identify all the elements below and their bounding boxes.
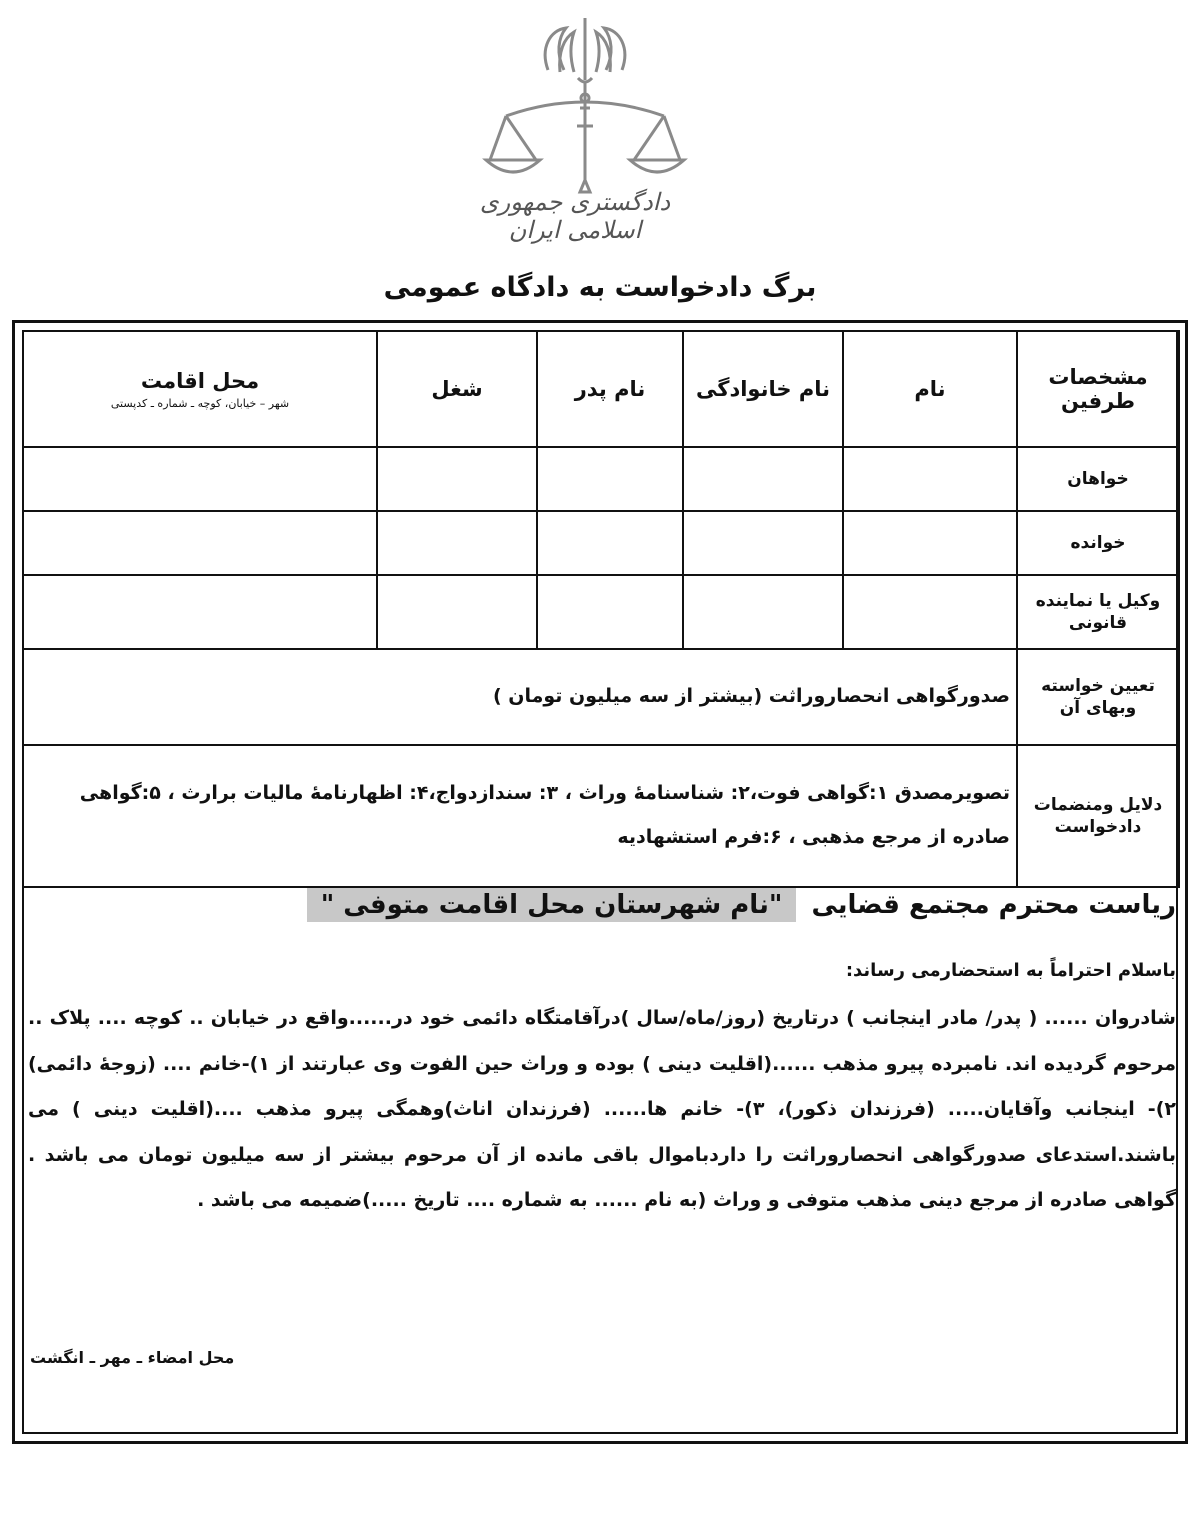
addressee-highlight[interactable]: "نام شهرستان محل اقامت متوفی " [307,888,797,922]
row-label-plaintiff: خواهان [1017,447,1179,511]
header-residence [23,331,377,447]
evidence-label: دلایل ومنضمات دادخواست [1017,745,1179,887]
defendant-father-name-field[interactable] [537,511,683,575]
table-row [23,575,1179,649]
attorney-father-name-field[interactable] [537,575,683,649]
plaintiff-occupation-field[interactable] [377,447,537,511]
row-label-attorney: وکیل یا نماینده قانونی [1017,575,1179,649]
table-row [23,511,1179,575]
header-residence-label: محل اقامت [140,368,260,393]
signature-label: محل امضاء ـ مهر ـ انگشت [30,1348,235,1367]
attorney-last-name-field[interactable] [683,575,843,649]
table-header-row [23,331,1179,447]
header-father-name: نام پدر [537,331,683,447]
header-occupation: شغل [377,331,537,447]
petition-body[interactable]: شادروان ...... ( پدر/ مادر اینجانب ) درتاریخ (روز/ماه/سال )درآقامتگاه دائمی خود در......واقع در خیابان .. کوچه .... پلاک .. مرحوم گردیده اند. نامبرده پیرو مذهب ......(اقلیت دینی ) بوده و وراث حین الفوت وی عبارتند از ۱)-خانم .... (زوجهٔ دائمی) ۲)- اینجانب وآقایان..... (فرزندان ذکور)، ۳)- خانم ها...... (فرزندان اناث)وهمگی پیرو مذهب ....(اقلیت دینی ) می باشند.استدعای صدورگواهی انحصاروراثت را داردباموال باقی مانده از آن مرحوم بیشتر از سه میلیون تومان می باشد . گواهی صادره از مرجع دینی مذهب متوفی و وراث (به نام ...... به شماره .... تاریخ .....)ضمیمه می باشد . [28,1007,1177,1211]
defendant-occupation-field[interactable] [377,511,537,575]
defendant-first-name-field[interactable] [843,511,1017,575]
header-parties: مشخصات طرفین [1017,331,1179,447]
defendant-residence-field[interactable] [23,511,377,575]
evidence-row [23,745,1179,887]
form-title: برگ دادخواست به دادگاه عمومی [383,272,817,303]
plaintiff-father-name-field[interactable] [537,447,683,511]
plaintiff-residence-field[interactable] [23,447,377,511]
attorney-residence-field[interactable] [23,575,377,649]
evidence-value[interactable]: تصویرمصدق ۱:گواهی فوت،۲: شناسنامهٔ وراث ، ۳: سندازدواج،۴: اظهارنامهٔ مالیات برارث ، ۵:گواهی صادره از مرجع مذهبی ، ۶:فرم استشهادیه [23,745,1017,887]
attorney-occupation-field[interactable] [377,575,537,649]
attorney-first-name-field[interactable] [843,575,1017,649]
defendant-last-name-field[interactable] [683,511,843,575]
demand-row [23,649,1179,745]
header-residence-hint: شهر – خیابان، کوچه ـ شماره ـ کدپستی [110,396,290,410]
emblem-caption: دادگستری جمهوری اسلامی ایران [479,188,671,244]
header-last-name: نام خانوادگی [683,331,843,447]
plaintiff-first-name-field[interactable] [843,447,1017,511]
plaintiff-last-name-field[interactable] [683,447,843,511]
addressee-line [307,888,1176,922]
table-row [23,447,1179,511]
demand-value[interactable]: صدورگواهی انحصاروراثت (بیشتر از سه میلیون تومان ) [23,649,1017,745]
demand-label: تعیین خواسته وبهای آن [1017,649,1179,745]
greeting: باسلام احتراماً به استحضارمی رساند: [845,960,1176,981]
addressee-text: ریاست محترم مجتمع قضایی [811,890,1176,920]
header-first-name: نام [843,331,1017,447]
parties-table [22,330,1180,888]
row-label-defendant: خوانده [1017,511,1179,575]
